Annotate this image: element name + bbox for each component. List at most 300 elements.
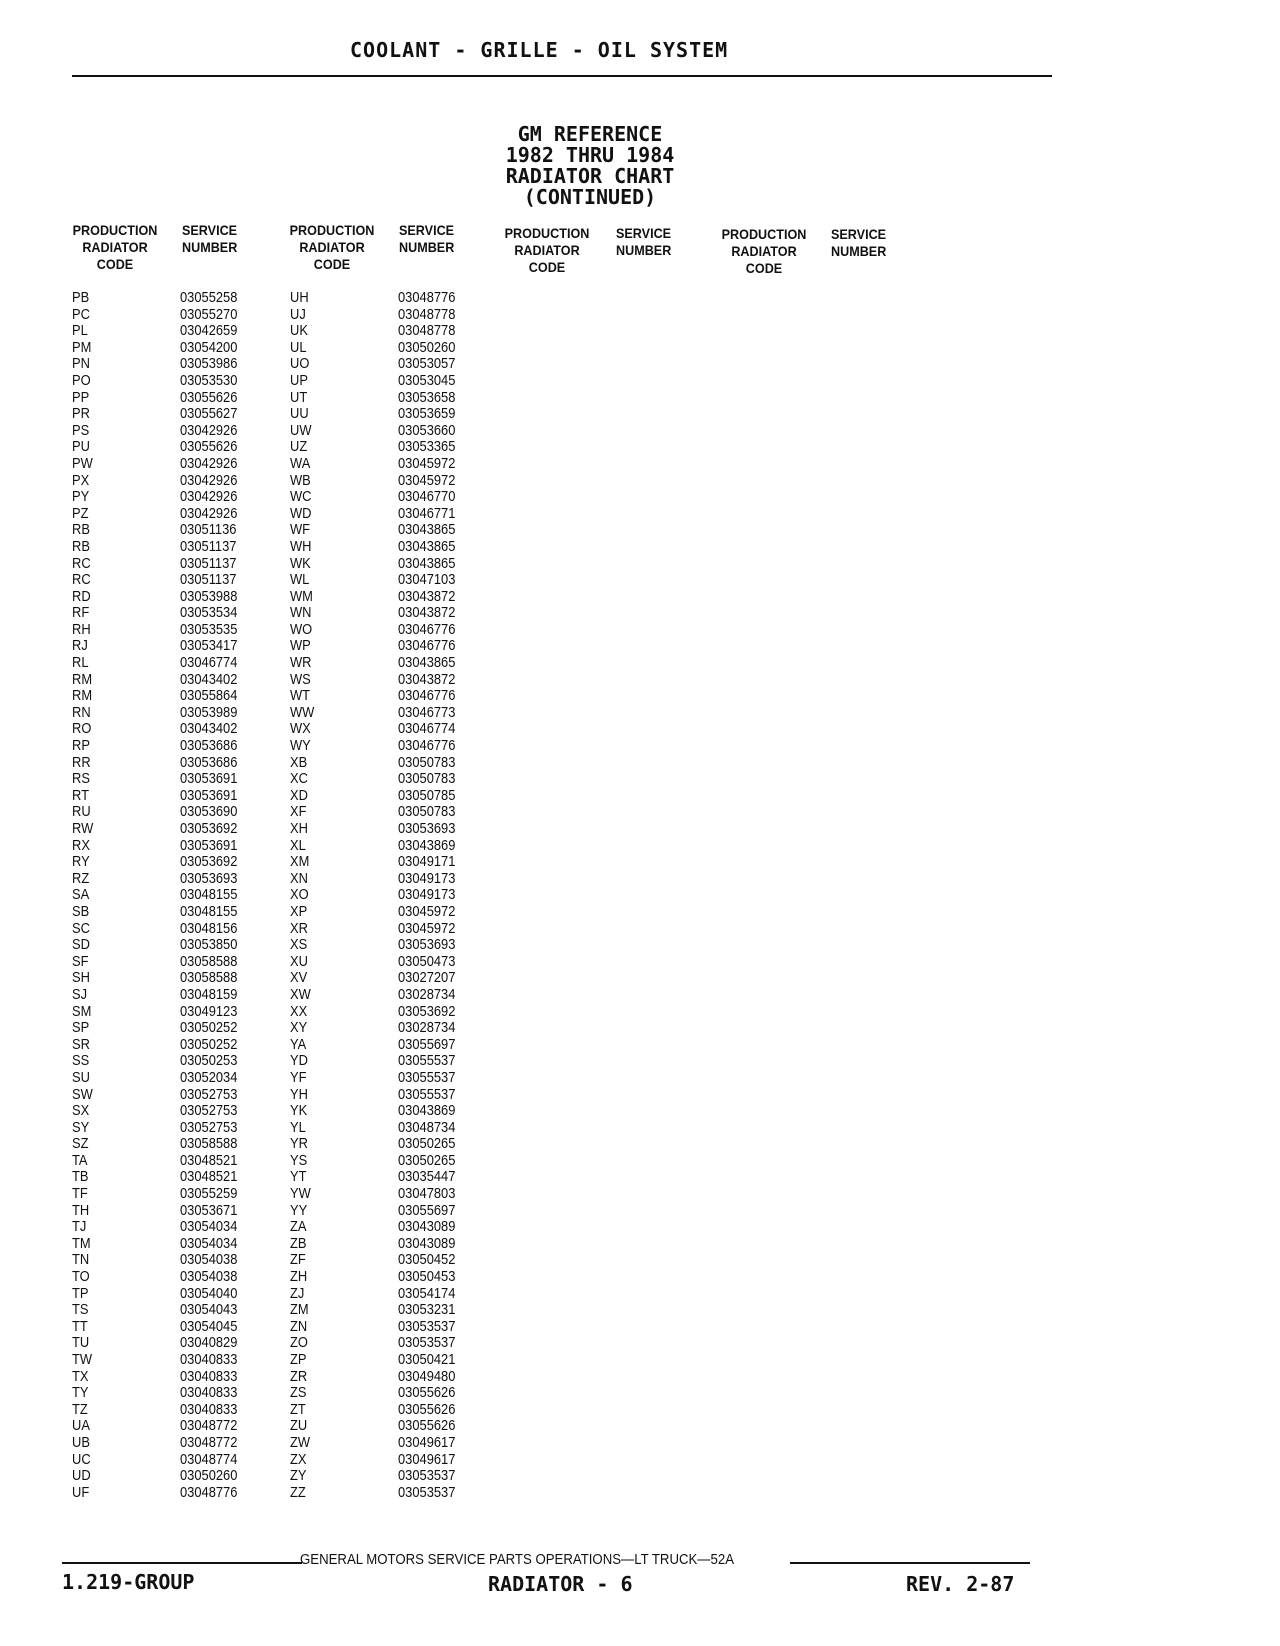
- production-code: PS: [72, 421, 90, 439]
- service-number: 03053660: [398, 421, 456, 439]
- production-code: SU: [72, 1068, 90, 1086]
- production-code: TA: [72, 1151, 88, 1169]
- production-code: WN: [290, 604, 312, 622]
- service-number: 03050783: [398, 803, 456, 821]
- production-code: SS: [72, 1052, 90, 1070]
- service-number: 03052034: [180, 1068, 238, 1086]
- production-code: PY: [72, 488, 90, 506]
- service-number: 03054043: [180, 1301, 238, 1319]
- production-code: XB: [290, 753, 308, 771]
- service-number: 03055537: [398, 1052, 456, 1070]
- production-code: YY: [290, 1201, 308, 1219]
- service-number: 03050265: [398, 1135, 456, 1153]
- service-number: 03051137: [180, 537, 237, 555]
- service-number: 03049173: [398, 869, 456, 887]
- header-rule: [72, 75, 1052, 77]
- production-code: SM: [72, 1002, 92, 1020]
- header-line: RADIATOR: [299, 239, 365, 255]
- production-code: YH: [290, 1085, 308, 1103]
- production-code: UD: [72, 1467, 91, 1485]
- production-code: PC: [72, 305, 90, 323]
- production-code: SJ: [72, 985, 88, 1003]
- service-number: 03040833: [180, 1367, 238, 1385]
- production-code: TB: [72, 1168, 89, 1186]
- service-number: 03054174: [398, 1284, 456, 1302]
- production-code-header-3: [502, 225, 592, 276]
- production-code-header-2: [287, 222, 377, 273]
- production-code: XH: [290, 820, 308, 837]
- production-code: WA: [290, 454, 311, 472]
- footer-revision: REV. 2-87: [906, 1572, 1015, 1596]
- service-number: 03053671: [180, 1201, 238, 1219]
- service-number: 03045972: [398, 454, 456, 472]
- service-number: 03051137: [180, 554, 237, 572]
- production-code: PP: [72, 388, 90, 406]
- service-number: 03053659: [398, 405, 456, 423]
- production-code: TU: [72, 1334, 90, 1352]
- production-code: RF: [72, 604, 90, 622]
- service-number: 03042926: [180, 488, 238, 506]
- service-number: 03054034: [180, 1218, 238, 1236]
- production-code: TN: [72, 1251, 90, 1269]
- service-number: 03050260: [398, 338, 456, 356]
- header-line: SERVICE: [831, 226, 887, 242]
- service-number: 03048155: [180, 902, 238, 920]
- service-number: 03053693: [180, 869, 238, 887]
- production-code: RP: [72, 737, 90, 755]
- header-line: RADIATOR: [514, 242, 580, 258]
- production-code: UT: [290, 388, 308, 406]
- service-number: 03053537: [398, 1483, 456, 1501]
- header-line: PRODUCTION: [721, 226, 807, 242]
- service-number: 03049617: [398, 1450, 456, 1468]
- service-number: 03042926: [180, 421, 238, 439]
- header-line: NUMBER: [182, 239, 238, 255]
- service-number: 03055627: [180, 405, 238, 423]
- production-code: WD: [290, 504, 312, 522]
- production-code: ZJ: [290, 1284, 305, 1302]
- production-code: TX: [72, 1367, 89, 1385]
- production-code: WL: [290, 571, 310, 589]
- production-code: WF: [290, 521, 311, 539]
- header-line: RADIATOR: [731, 243, 797, 259]
- production-code: RU: [72, 803, 91, 821]
- service-number: 03048155: [180, 886, 238, 904]
- production-code: RO: [72, 720, 92, 738]
- production-code: XL: [290, 836, 306, 854]
- production-code: SR: [72, 1035, 90, 1053]
- production-code: PL: [72, 322, 88, 340]
- service-number: 03055697: [398, 1201, 456, 1219]
- service-number: 03050260: [180, 1467, 238, 1485]
- service-number: 03049123: [180, 1002, 238, 1020]
- production-code: XX: [290, 1002, 308, 1020]
- service-number: 03053686: [180, 737, 238, 755]
- service-number: 03058588: [180, 969, 238, 987]
- service-number: 03053989: [180, 703, 238, 721]
- production-code: ZF: [290, 1251, 306, 1269]
- service-number: 03048521: [180, 1168, 238, 1186]
- service-number-header-2: [399, 222, 454, 256]
- section-title: COOLANT - GRILLE - OIL SYSTEM: [350, 38, 729, 62]
- service-number: 03046773: [398, 703, 456, 721]
- production-code: SC: [72, 919, 90, 937]
- production-code: YL: [290, 1118, 306, 1136]
- service-number: 03048772: [180, 1417, 238, 1435]
- production-code: WO: [290, 620, 313, 638]
- production-code: XR: [290, 919, 308, 937]
- service-number: 03050453: [398, 1268, 456, 1286]
- production-code: ZS: [290, 1384, 307, 1402]
- chart-title-line-1: GM REFERENCE: [517, 122, 663, 146]
- service-number: 03050421: [398, 1351, 456, 1368]
- production-code: PM: [72, 338, 92, 356]
- service-number: 03052753: [180, 1085, 238, 1103]
- production-code: SW: [72, 1085, 93, 1103]
- production-code: PB: [72, 289, 90, 306]
- service-number: 03051136: [180, 521, 237, 539]
- production-code: PW: [72, 454, 93, 472]
- production-code: ZO: [290, 1334, 308, 1352]
- service-number: 03049480: [398, 1367, 456, 1385]
- production-code: PZ: [72, 504, 89, 522]
- service-number: 03040833: [180, 1400, 238, 1418]
- production-code: UK: [290, 322, 308, 340]
- production-code: SY: [72, 1118, 90, 1136]
- production-code: ZH: [290, 1268, 308, 1286]
- production-code: ZA: [290, 1218, 307, 1236]
- service-number: 03053535: [180, 620, 238, 638]
- production-code: XM: [290, 853, 310, 871]
- service-number: 03043869: [398, 1102, 456, 1120]
- service-number: 03048156: [180, 919, 238, 937]
- production-code: TH: [72, 1201, 90, 1219]
- service-number: 03043089: [398, 1218, 456, 1236]
- production-code: TJ: [72, 1218, 87, 1236]
- service-number: 03050253: [180, 1052, 238, 1070]
- service-number: 03040833: [180, 1351, 238, 1368]
- header-line: CODE: [96, 256, 134, 272]
- production-code: TM: [72, 1234, 91, 1252]
- header-line: SERVICE: [399, 222, 455, 238]
- service-number: 03046776: [398, 737, 456, 755]
- production-code-header-1: [70, 222, 160, 273]
- production-code: WC: [290, 488, 312, 506]
- production-code-header-4: [719, 226, 809, 277]
- production-code: WW: [290, 703, 315, 721]
- footer-publisher-line: GENERAL MOTORS SERVICE PARTS OPERATIONS—LT TRUCK—52A: [300, 1551, 735, 1568]
- service-number: 03049173: [398, 886, 456, 904]
- service-number: 03053057: [398, 355, 456, 373]
- production-code: YK: [290, 1102, 308, 1120]
- chart-title-line-3: RADIATOR CHART: [505, 164, 675, 188]
- production-code: TO: [72, 1268, 90, 1286]
- service-number: 03055864: [180, 687, 238, 705]
- service-number: 03053691: [180, 786, 238, 804]
- production-code: TT: [72, 1317, 88, 1335]
- production-code: UP: [290, 371, 308, 389]
- service-number: 03055697: [398, 1035, 456, 1053]
- service-number: 03028734: [398, 1019, 456, 1037]
- header-line: PRODUCTION: [72, 222, 158, 238]
- service-number: 03055626: [398, 1400, 456, 1418]
- production-code: RD: [72, 587, 91, 605]
- service-number: 03053988: [180, 587, 238, 605]
- service-number: 03053686: [180, 753, 238, 771]
- production-code: TP: [72, 1284, 89, 1302]
- service-number: 03055537: [398, 1068, 456, 1086]
- service-number: 03040829: [180, 1334, 238, 1352]
- service-number: 03043869: [398, 836, 456, 854]
- service-number: 03043872: [398, 604, 456, 622]
- service-number: 03043872: [398, 587, 456, 605]
- production-code: ZX: [290, 1450, 307, 1468]
- service-number: 03050452: [398, 1251, 456, 1269]
- service-number: 03028734: [398, 985, 456, 1003]
- service-number: 03045972: [398, 471, 456, 489]
- service-number: 03042926: [180, 504, 238, 522]
- service-number: 03055626: [398, 1417, 456, 1435]
- service-number: 03058588: [180, 1135, 238, 1153]
- chart-title-line-4: (CONTINUED): [523, 185, 657, 209]
- service-number: 03050783: [398, 753, 456, 771]
- header-line: NUMBER: [831, 243, 887, 259]
- production-code: UJ: [290, 305, 306, 323]
- header-line: PRODUCTION: [504, 225, 590, 241]
- production-code: RM: [72, 670, 93, 688]
- production-code: XP: [290, 902, 308, 920]
- right-production-codes: [290, 290, 314, 1501]
- service-number: 03052753: [180, 1102, 238, 1120]
- service-number: 03054045: [180, 1317, 238, 1335]
- service-number: 03055258: [180, 289, 238, 306]
- production-code: SF: [72, 952, 89, 970]
- production-code: UO: [290, 355, 310, 373]
- chart-title-line-2: 1982 THRU 1984: [505, 143, 675, 167]
- header-line: SERVICE: [182, 222, 238, 238]
- service-number: 03048159: [180, 985, 238, 1003]
- production-code: XC: [290, 770, 308, 788]
- service-number: 03053850: [180, 936, 238, 954]
- left-production-codes: [72, 290, 93, 1501]
- production-code: RZ: [72, 869, 90, 887]
- production-code: SH: [72, 969, 90, 987]
- production-code: RB: [72, 537, 90, 555]
- production-code: ZR: [290, 1367, 308, 1385]
- service-number: 03054038: [180, 1268, 238, 1286]
- production-code: RL: [72, 654, 89, 672]
- chart-title: [420, 124, 760, 208]
- header-line: NUMBER: [399, 239, 455, 255]
- production-code: ZU: [290, 1417, 308, 1435]
- production-code: WY: [290, 737, 311, 755]
- production-code: ZP: [290, 1351, 307, 1368]
- service-number: 03046776: [398, 620, 456, 638]
- service-number: 03048774: [180, 1450, 238, 1468]
- service-number: 03054040: [180, 1284, 238, 1302]
- production-code: RY: [72, 853, 90, 871]
- service-number: 03048778: [398, 322, 456, 340]
- service-number: 03053692: [180, 853, 238, 871]
- service-number: 03046776: [398, 637, 456, 655]
- service-number: 03050252: [180, 1019, 238, 1037]
- service-number: 03049171: [398, 853, 456, 871]
- service-number: 03053691: [180, 836, 238, 854]
- service-number: 03042926: [180, 454, 238, 472]
- header-line: CODE: [313, 256, 351, 272]
- production-code: YT: [290, 1168, 307, 1186]
- production-code: YA: [290, 1035, 307, 1053]
- right-service-numbers: [398, 290, 455, 1501]
- production-code: SZ: [72, 1135, 89, 1153]
- service-number: 03050785: [398, 786, 456, 804]
- service-number: 03048521: [180, 1151, 238, 1169]
- service-number: 03043865: [398, 654, 456, 672]
- service-number: 03052753: [180, 1118, 238, 1136]
- service-number: 03058588: [180, 952, 238, 970]
- production-code: RH: [72, 620, 91, 638]
- production-code: SA: [72, 886, 90, 904]
- production-code: WH: [290, 537, 312, 555]
- service-number: 03053417: [180, 637, 238, 655]
- service-number: 03043865: [398, 521, 456, 539]
- production-code: WT: [290, 687, 311, 705]
- production-code: UC: [72, 1450, 91, 1468]
- service-number: 03043089: [398, 1234, 456, 1252]
- service-number: 03054200: [180, 338, 238, 356]
- left-service-numbers: [180, 290, 237, 1501]
- production-code: RR: [72, 753, 91, 771]
- production-code: UZ: [290, 438, 308, 456]
- production-code: PR: [72, 405, 90, 423]
- production-code: PU: [72, 438, 90, 456]
- service-number: 03053530: [180, 371, 238, 389]
- service-number: 03046774: [398, 720, 456, 738]
- production-code: WS: [290, 670, 311, 688]
- production-code: UW: [290, 421, 312, 439]
- production-code: SX: [72, 1102, 90, 1120]
- production-code: UA: [72, 1417, 90, 1435]
- header-line: CODE: [745, 260, 783, 276]
- service-number: 03053231: [398, 1301, 456, 1319]
- service-number-header-1: [182, 222, 237, 256]
- service-number: 03055259: [180, 1185, 238, 1203]
- service-number: 03049617: [398, 1433, 456, 1451]
- service-number: 03053692: [180, 820, 238, 837]
- production-code: ZT: [290, 1400, 306, 1418]
- service-number: 03054034: [180, 1234, 238, 1252]
- production-code: PN: [72, 355, 90, 373]
- service-number-header-3: [616, 225, 671, 259]
- service-number: 03042659: [180, 322, 238, 340]
- production-code: ZZ: [290, 1483, 306, 1501]
- production-code: RS: [72, 770, 90, 788]
- service-number: 03053693: [398, 820, 456, 837]
- service-number: 03043402: [180, 720, 238, 738]
- production-code: XF: [290, 803, 307, 821]
- header-line: PRODUCTION: [289, 222, 375, 238]
- production-code: XS: [290, 936, 308, 954]
- production-code: WK: [290, 554, 311, 572]
- production-code: XU: [290, 952, 308, 970]
- service-number: 03048776: [398, 289, 456, 306]
- production-code: XN: [290, 869, 308, 887]
- service-number: 03046776: [398, 687, 456, 705]
- service-number: 03050252: [180, 1035, 238, 1053]
- production-code: RX: [72, 836, 90, 854]
- production-code: ZY: [290, 1467, 307, 1485]
- service-number: 03048778: [398, 305, 456, 323]
- service-number: 03055626: [398, 1384, 456, 1402]
- production-code: XY: [290, 1019, 308, 1037]
- footer-group: 1.219-GROUP: [62, 1570, 195, 1594]
- production-code: WX: [290, 720, 311, 738]
- service-number: 03045972: [398, 919, 456, 937]
- service-number: 03055537: [398, 1085, 456, 1103]
- service-number: 03053691: [180, 770, 238, 788]
- production-code: TW: [72, 1351, 93, 1368]
- service-number: 03055626: [180, 388, 238, 406]
- production-code: WP: [290, 637, 311, 655]
- production-code: RC: [72, 554, 91, 572]
- footer-rule-left: [62, 1562, 302, 1564]
- production-code: YR: [290, 1135, 308, 1153]
- service-number-header-4: [831, 226, 886, 260]
- production-code: XW: [290, 985, 311, 1003]
- production-code: XD: [290, 786, 308, 804]
- production-code: TF: [72, 1185, 88, 1203]
- service-number: 03048772: [180, 1433, 238, 1451]
- service-number: 03053045: [398, 371, 456, 389]
- production-code: RM: [72, 687, 93, 705]
- production-code: WR: [290, 654, 312, 672]
- production-code: TS: [72, 1301, 89, 1319]
- service-number: 03050265: [398, 1151, 456, 1169]
- production-code: UU: [290, 405, 309, 423]
- production-code: SP: [72, 1019, 90, 1037]
- production-code: SD: [72, 936, 90, 954]
- production-code: ZB: [290, 1234, 307, 1252]
- production-code: ZW: [290, 1433, 311, 1451]
- production-code: YD: [290, 1052, 308, 1070]
- production-code: RB: [72, 521, 90, 539]
- production-code: ZM: [290, 1301, 309, 1319]
- production-code: YS: [290, 1151, 308, 1169]
- service-number: 03048776: [180, 1483, 238, 1501]
- production-code: XV: [290, 969, 308, 987]
- footer-rule-right: [790, 1562, 1030, 1564]
- production-code: RT: [72, 786, 89, 804]
- service-number: 03043872: [398, 670, 456, 688]
- header-line: NUMBER: [616, 242, 672, 258]
- production-code: UH: [290, 289, 309, 306]
- production-code: YF: [290, 1068, 307, 1086]
- service-number: 03047103: [398, 571, 456, 589]
- service-number: 03043402: [180, 670, 238, 688]
- production-code: PX: [72, 471, 90, 489]
- service-number: 03043865: [398, 554, 456, 572]
- production-code: XO: [290, 886, 309, 904]
- production-code: UL: [290, 338, 307, 356]
- service-number: 03047803: [398, 1185, 456, 1203]
- service-number: 03043865: [398, 537, 456, 555]
- service-number: 03048734: [398, 1118, 456, 1136]
- service-number: 03053537: [398, 1467, 456, 1485]
- header-line: SERVICE: [616, 225, 672, 241]
- service-number: 03046770: [398, 488, 456, 506]
- production-code: PO: [72, 371, 91, 389]
- production-code: SB: [72, 902, 90, 920]
